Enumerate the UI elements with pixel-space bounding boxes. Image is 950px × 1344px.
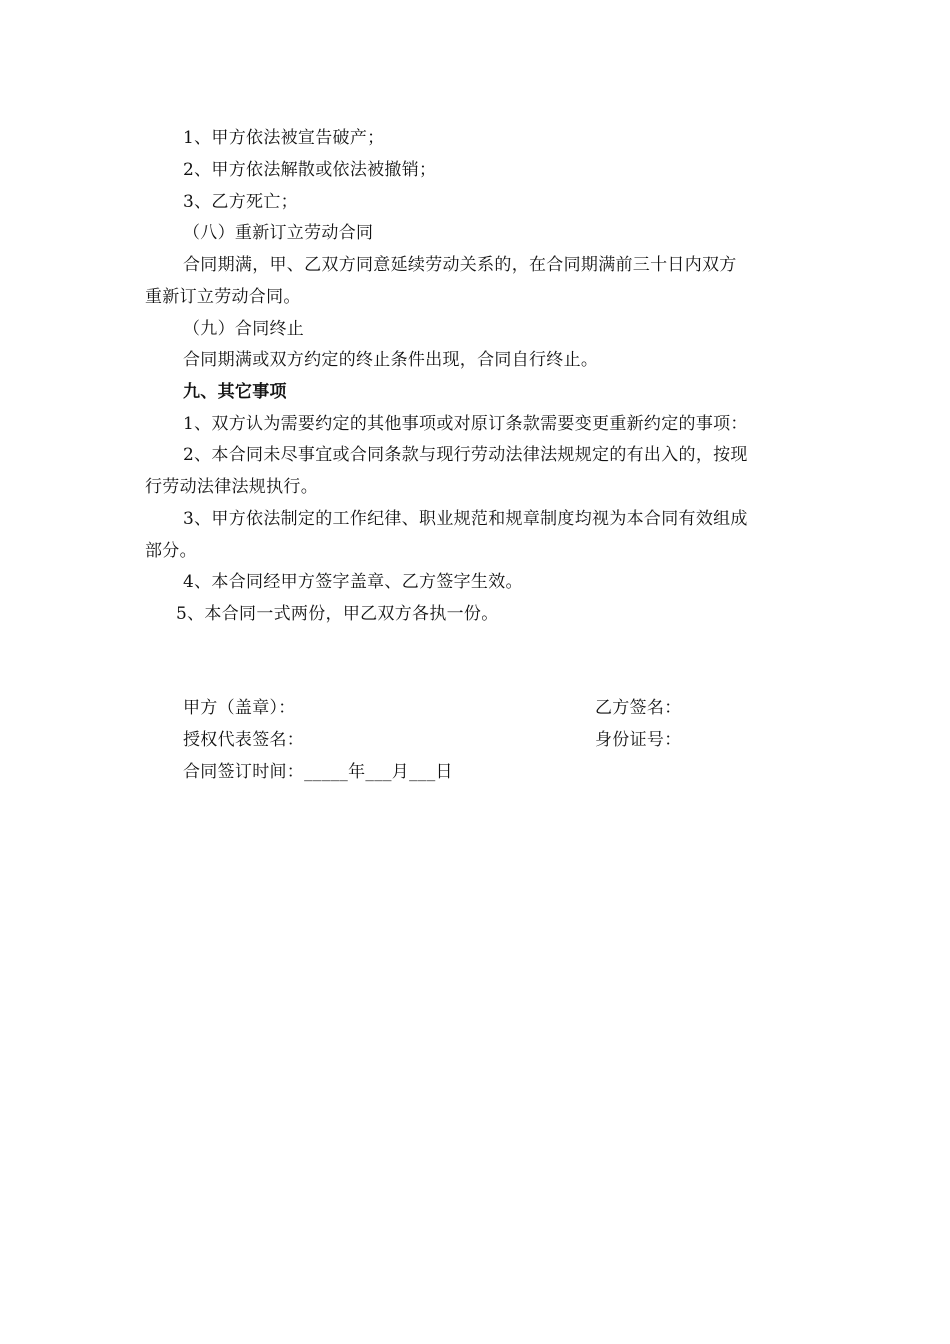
section-9-item-2: 2、本合同未尽事宜或合同条款与现行劳动法律法规规定的有出入的，按现 xyxy=(183,445,748,465)
clause-8-7-item-1: 1、甲方依法被宣告破产； xyxy=(183,128,385,148)
section-9-item-3: 3、甲方依法制定的工作纪律、职业规范和规章制度均视为本合同有效组成 xyxy=(183,509,748,529)
sign-date-label: 合同签订时间：_____年___月___日 xyxy=(183,762,453,782)
id-number-label: 身份证号： xyxy=(595,730,682,750)
clause-8-7-item-2: 2、甲方依法解散或依法被撤销； xyxy=(183,160,437,180)
party-a-seal-label: 甲方（盖章）： xyxy=(183,698,296,718)
party-b-signature-label: 乙方签名： xyxy=(595,698,682,718)
section-9-item-3-cont: 部分。 xyxy=(145,541,197,561)
clause-8-7-item-3: 3、乙方死亡； xyxy=(183,192,298,212)
section-8-9-paragraph: 合同期满或双方约定的终止条件出现，合同自行终止。 xyxy=(183,350,599,370)
section-9-item-2-cont: 行劳动法律法规执行。 xyxy=(145,477,318,497)
section-8-8-paragraph-cont: 重新订立劳动合同。 xyxy=(145,287,301,307)
section-8-9-heading: （九）合同终止 xyxy=(183,319,305,339)
section-9-heading: 九、其它事项 xyxy=(183,382,287,402)
section-8-8-paragraph: 合同期满，甲、乙双方同意延续劳动关系的，在合同期满前三十日内双方 xyxy=(183,255,737,275)
section-9-item-1: 1、双方认为需要约定的其他事项或对原订条款需要变更重新约定的事项： xyxy=(183,414,748,434)
section-9-item-4: 4、本合同经甲方签字盖章、乙方签字生效。 xyxy=(183,572,523,592)
section-8-8-heading: （八）重新订立劳动合同 xyxy=(183,223,374,243)
section-9-item-5: 5、本合同一式两份，甲乙双方各执一份。 xyxy=(176,604,499,624)
authorized-rep-label: 授权代表签名： xyxy=(183,730,305,750)
